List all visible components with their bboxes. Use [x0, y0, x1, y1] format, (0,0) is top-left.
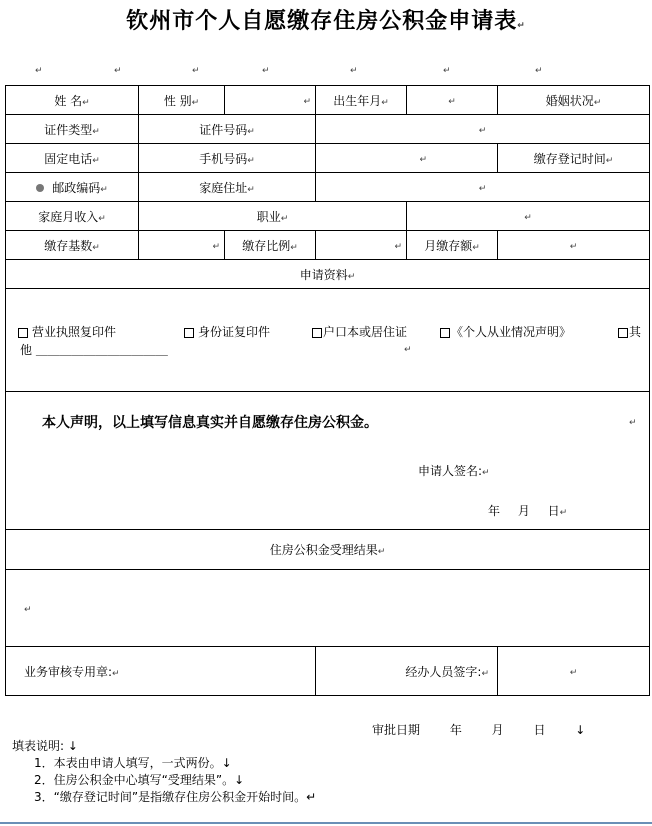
- paragraph-mark: ↵: [350, 66, 358, 76]
- checkbox-id-copy[interactable]: 身份证复印件: [184, 323, 270, 340]
- fill-instructions: [12, 738, 316, 806]
- paragraph-mark: ↵: [535, 66, 543, 76]
- label-base: 缴存基数↵: [6, 231, 139, 260]
- form-title: [0, 4, 652, 35]
- staff-signature-label[interactable]: 经办人员签字:↵: [316, 647, 498, 696]
- label-landline: 固定电话↵: [6, 144, 139, 173]
- paragraph-mark: ↵: [404, 345, 412, 355]
- label-income: 家庭月收入↵: [6, 202, 139, 231]
- label-name: 姓 名↵: [6, 86, 139, 115]
- checkbox-icon[interactable]: [618, 328, 628, 338]
- label-reg-time: 缴存登记时间↵: [498, 144, 650, 173]
- declaration-cell: [6, 392, 650, 530]
- paragraph-mark: ↵: [262, 66, 270, 76]
- staff-signature-value[interactable]: ↵: [498, 647, 650, 696]
- label-mobile: 手机号码↵: [139, 144, 316, 173]
- bullet-dot-icon: [36, 184, 44, 192]
- paragraph-mark: ↵: [35, 66, 43, 76]
- other-materials-line[interactable]: 他 ＿＿＿＿＿＿＿＿＿＿＿: [20, 343, 168, 357]
- applicant-signature-label[interactable]: 申请人签名:↵: [418, 464, 490, 478]
- label-monthly: 月缴存额↵: [407, 231, 498, 260]
- paragraph-mark: ↵: [192, 66, 200, 76]
- checkbox-business-license[interactable]: 营业执照复印件: [18, 323, 116, 340]
- value-gender[interactable]: ↵: [225, 86, 316, 115]
- paragraph-mark: ↵: [114, 66, 122, 76]
- seal-label[interactable]: 业务审核专用章:↵: [6, 647, 316, 696]
- result-heading: 住房公积金受理结果↵: [6, 530, 650, 570]
- checkbox-household-register[interactable]: 户口本或居住证: [312, 323, 407, 340]
- declaration-date: 年 月 日↵: [488, 504, 568, 518]
- value-monthly[interactable]: ↵: [498, 231, 650, 260]
- approval-date: 审批日期 年 月 日 ↓: [372, 723, 586, 737]
- form-title-text: 钦州市个人自愿缴存住房公积金申请表: [126, 9, 518, 34]
- label-id-type: 证件类型↵: [6, 115, 139, 144]
- note-item: 1．本表由申请人填写，一式两份。↓: [34, 756, 232, 770]
- notes-heading: 填表说明: ↓: [12, 739, 78, 753]
- label-marital: 婚姻状况↵: [498, 86, 650, 115]
- checkbox-employment-statement[interactable]: 《个人从业情况声明》: [440, 323, 571, 340]
- paragraph-mark: ↵: [443, 66, 451, 76]
- label-gender: 性 别↵: [139, 86, 225, 115]
- note-item: 3．“缴存登记时间”是指缴存住房公积金开始时间。↵: [34, 790, 317, 804]
- declaration-text: 本人声明，以上填写信息真实并自愿缴存住房公积金。: [42, 415, 378, 431]
- value-mobile[interactable]: ↵: [316, 144, 498, 173]
- value-occupation[interactable]: ↵: [407, 202, 650, 231]
- checkbox-icon[interactable]: [312, 328, 322, 338]
- checkbox-icon[interactable]: [440, 328, 450, 338]
- note-item: 2．住房公积金中心填写“受理结果”。↓: [34, 773, 245, 787]
- label-birth: 出生年月↵: [316, 86, 407, 115]
- page-bottom-border: [0, 822, 652, 824]
- paragraph-mark: ↵: [629, 418, 637, 428]
- checkbox-icon[interactable]: [18, 328, 28, 338]
- label-postcode: 邮政编码↵: [6, 173, 139, 202]
- checkbox-other[interactable]: 其: [618, 323, 641, 340]
- application-form-table: [5, 85, 650, 696]
- materials-heading: 申请资料↵: [6, 260, 650, 289]
- value-base[interactable]: ↵: [139, 231, 225, 260]
- label-ratio: 缴存比例↵: [225, 231, 316, 260]
- value-id-number[interactable]: ↵: [316, 115, 650, 144]
- value-ratio[interactable]: ↵: [316, 231, 407, 260]
- label-occupation: 职业↵: [139, 202, 407, 231]
- value-address[interactable]: ↵: [316, 173, 650, 202]
- materials-options: [6, 289, 650, 392]
- label-id-number: 证件号码↵: [139, 115, 316, 144]
- checkbox-icon[interactable]: [184, 328, 194, 338]
- paragraph-mark: ↵: [517, 21, 526, 31]
- result-body[interactable]: ↵: [6, 570, 650, 647]
- value-birth[interactable]: ↵: [407, 86, 498, 115]
- label-address: 家庭住址↵: [139, 173, 316, 202]
